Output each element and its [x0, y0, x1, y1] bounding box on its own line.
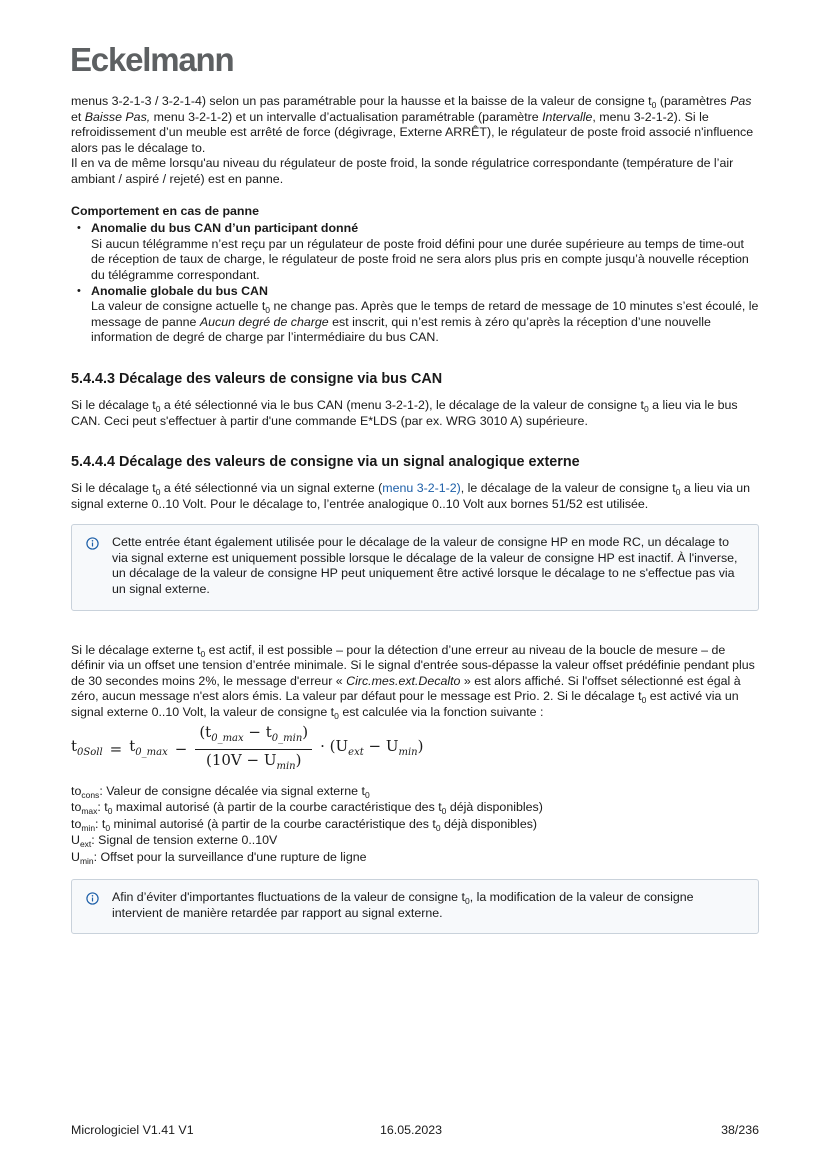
text: t [71, 736, 78, 755]
text: Afin d’éviter d'importantes fluctuations de la valeur de consigne t [112, 890, 465, 905]
page-footer [71, 1123, 759, 1139]
fraction-denominator [202, 750, 306, 775]
text: ) [417, 736, 424, 755]
text: : Offset pour la surveillance d'une rupture de ligne [93, 849, 367, 864]
definition-item [71, 832, 759, 849]
subscript: 0 [641, 695, 647, 706]
section-heading-5444: 5.4.4.4 Décalage des valeurs de consigne via un signal analogique externe [71, 454, 580, 471]
formula-definitions [71, 783, 759, 866]
fault-item-title: • Anomalie du bus CAN d’un participant donné [91, 221, 359, 236]
section-5443-paragraph [71, 398, 759, 429]
text: (paramètres [656, 94, 731, 108]
text: ) [302, 723, 309, 742]
text: est calculée via la fonction suivante : [338, 705, 544, 720]
subscript: 0 [464, 896, 470, 907]
fault-item [77, 221, 759, 283]
fault-item-text: Si aucun télégramme n’est reçu par un régulateur de poste froid défini pour une durée supérieure au temps de time-out de réception de taux de charge, le régulateur de poste froid ne sera alors plus pris en compte jusqu’à nouvelle réception du télégramme correspondant. [91, 236, 749, 282]
subscript: ext [348, 746, 364, 758]
minus-sign: − [174, 739, 188, 758]
section-5444-paragraph-1 [71, 481, 759, 512]
subscript: 0 [334, 711, 339, 722]
definition-item [71, 816, 759, 833]
text: · (U [320, 736, 349, 755]
text: Si le décalage t [71, 397, 156, 412]
text: − t [243, 723, 272, 742]
text: menu 3-2-1-2) et un intervalle d’actualisation paramétrable (paramètre [150, 109, 543, 124]
text: Si le décalage externe t [71, 642, 201, 657]
subscript: max [81, 806, 98, 817]
text: Si le décalage t [71, 481, 156, 496]
text: a lieu via le bus CAN. Ceci peut s'effectuer à partir d'une commande E*LDS (par ex. WRG 3010 A) supérieure. [71, 397, 738, 428]
text: ne change pas. Après que le temps de retard de message de 10 minutes s’est écoulé, le message de panne [91, 299, 759, 329]
error-message-name: Circ.mes.ext.Decalto [346, 673, 461, 688]
text: a été sélectionné via le bus CAN (menu 3-2-1-2), le décalage de la valeur de consigne t [160, 397, 644, 412]
subscript: 0 [107, 806, 113, 817]
subscript: 0 [675, 487, 681, 498]
subscript: 0 [651, 100, 657, 110]
text: déjà disponibles) [440, 816, 538, 831]
fraction-numerator [195, 725, 312, 750]
fault-message-name: Aucun degré de charge [199, 314, 329, 329]
subscript: min [276, 760, 296, 772]
section-5444-paragraph-2 [71, 643, 759, 721]
subscript: 0 [105, 822, 111, 833]
text: La valeur de consigne actuelle t [91, 299, 266, 314]
firmware-version: Micrologiciel V1.41 V1 [71, 1123, 194, 1137]
text: minimal autorisé (à partir de la courbe caractéristique des t [110, 816, 436, 831]
fault-item-text [91, 299, 759, 346]
fault-behavior-heading: Comportement en cas de panne [71, 203, 259, 218]
subscript: 0_max [135, 746, 168, 758]
param-name-intervalle: Intervalle [542, 109, 593, 124]
formula-lhs [71, 736, 103, 761]
text: maximal autorisé (à partir de la courbe caractéristique des t [112, 800, 442, 815]
subscript: 0 [265, 305, 271, 316]
text: déjà disponibles) [446, 800, 543, 815]
formula-t0max [129, 736, 168, 761]
text: − U [363, 736, 399, 755]
subscript: ext [79, 839, 92, 850]
document-date: 16.05.2023 [380, 1123, 443, 1137]
text: menus 3-2-1-3 / 3-2-1-4) selon un pas paramétrable pour la hausse et la baisse de la valeur de consigne t [71, 94, 652, 108]
definition-item [71, 849, 759, 866]
text: a lieu via un signal externe 0..10 Volt. Pour le décalage to, l’entrée analogique 0..10 Volt aux bornes 51/52 est utilisée. [71, 481, 751, 511]
info-text [112, 890, 744, 921]
text: (10V − U [205, 750, 277, 769]
symbol: to [71, 783, 82, 798]
equals-sign: = [109, 739, 123, 758]
definition-item [71, 783, 759, 800]
text: , le décalage de la valeur de consigne t [460, 481, 676, 496]
fault-list [71, 221, 759, 346]
text: ) [295, 750, 302, 769]
page-number: 38/236 [721, 1123, 759, 1137]
text: » est alors affiché. Si l'offset sélectionné est égal à zéro, aucun message n'est alors émis. La valeur par défaut pour le message est Prio. 2. Si le décalage t [71, 673, 741, 704]
text: est inscrit, qui n’est remis à zéro qu’après la réception d’une nouvelle information de degré de charge par l’intermédiaire du bus CAN. [91, 314, 711, 345]
info-icon [86, 892, 99, 905]
subscript: 0 [643, 403, 649, 414]
info-icon [86, 537, 99, 550]
text: est activé via un signal externe 0..10 Volt, la valeur de consigne t [71, 689, 739, 720]
subscript: cons [81, 789, 100, 800]
setpoint-formula [71, 723, 759, 773]
symbol: to [71, 800, 82, 815]
text: : t [97, 800, 108, 815]
formula-rhs [320, 736, 424, 761]
symbol: U [71, 833, 80, 848]
text: : Valeur de consigne décalée via signal externe t [99, 783, 365, 798]
definition-item [71, 799, 759, 816]
param-name-baisse-pas: Baisse Pas, [84, 109, 151, 124]
section-heading-5443: 5.4.4.3 Décalage des valeurs de consigne via bus CAN [71, 370, 443, 387]
text: : Signal de tension externe 0..10V [91, 833, 278, 848]
subscript: 0 [441, 806, 447, 817]
subscript: 0 [155, 403, 161, 414]
text: a été sélectionné via un signal externe ( [160, 481, 383, 496]
subscript: 0Soll [77, 746, 103, 758]
text: , la modification de la valeur de consigne intervient de manière retardée par rapport au signal externe. [112, 890, 694, 920]
symbol: U [71, 849, 80, 864]
formula-fraction [195, 725, 312, 774]
text: (t [199, 723, 212, 742]
subscript: 0_min [271, 733, 303, 745]
info-box-hp-offset [71, 524, 759, 610]
menu-link[interactable]: menu 3-2-1-2) [382, 481, 461, 496]
symbol: to [71, 816, 82, 831]
text: et [71, 109, 85, 124]
subscript: 0 [155, 487, 161, 498]
intro-paragraph-1 [71, 94, 759, 156]
param-name-pas: Pas [730, 94, 752, 108]
subscript: min [79, 855, 94, 866]
intro-paragraph-2: Il en va de même lorsqu'au niveau du régulateur de poste froid, la sonde régulatrice correspondante (température de l’air ambiant / aspiré / rejeté) est en panne. [71, 156, 734, 186]
subscript: min [81, 822, 96, 833]
fault-item-title: • Anomalie globale du bus CAN [91, 283, 268, 298]
page-content [71, 94, 759, 934]
subscript: 0_max [211, 733, 244, 745]
company-logo: Eckelmann [70, 41, 234, 78]
info-box-delay [71, 879, 759, 934]
text: t [129, 736, 136, 755]
text: : t [95, 816, 106, 831]
subscript: 0 [200, 648, 206, 659]
fault-item [77, 284, 759, 346]
info-text: Cette entrée étant également utilisée pour le décalage de la valeur de consigne HP en mode RC, un décalage to via signal externe est uniquement possible lorsque le décalage de la valeur de consigne HP est inactif. À l'inverse, un décalage de la valeur de consigne HP peut uniquement être activé lorsque le décalage to ne s'effectue pas via un signal externe. [112, 535, 738, 597]
subscript: 0 [364, 789, 370, 800]
subscript: min [398, 746, 418, 758]
text: est actif, il est possible – pour la détection d’une erreur au niveau de la boucle de mesure – de définir via un offset une tension d’entrée minimale. Si le signal d'entrée sous-dépasse la valeur offset prédéfinie pendant plus de 30 secondes moins 2%, le message d'erreur « [71, 642, 755, 688]
subscript: 0 [435, 822, 441, 833]
text: , menu 3-2-1-2). Si le refroidissement d’un meuble est arrêté de force (dégivrage, Externe ARRÊT), le régulateur de poste froid associé n'influence alors pas le décalage to. [71, 109, 754, 155]
